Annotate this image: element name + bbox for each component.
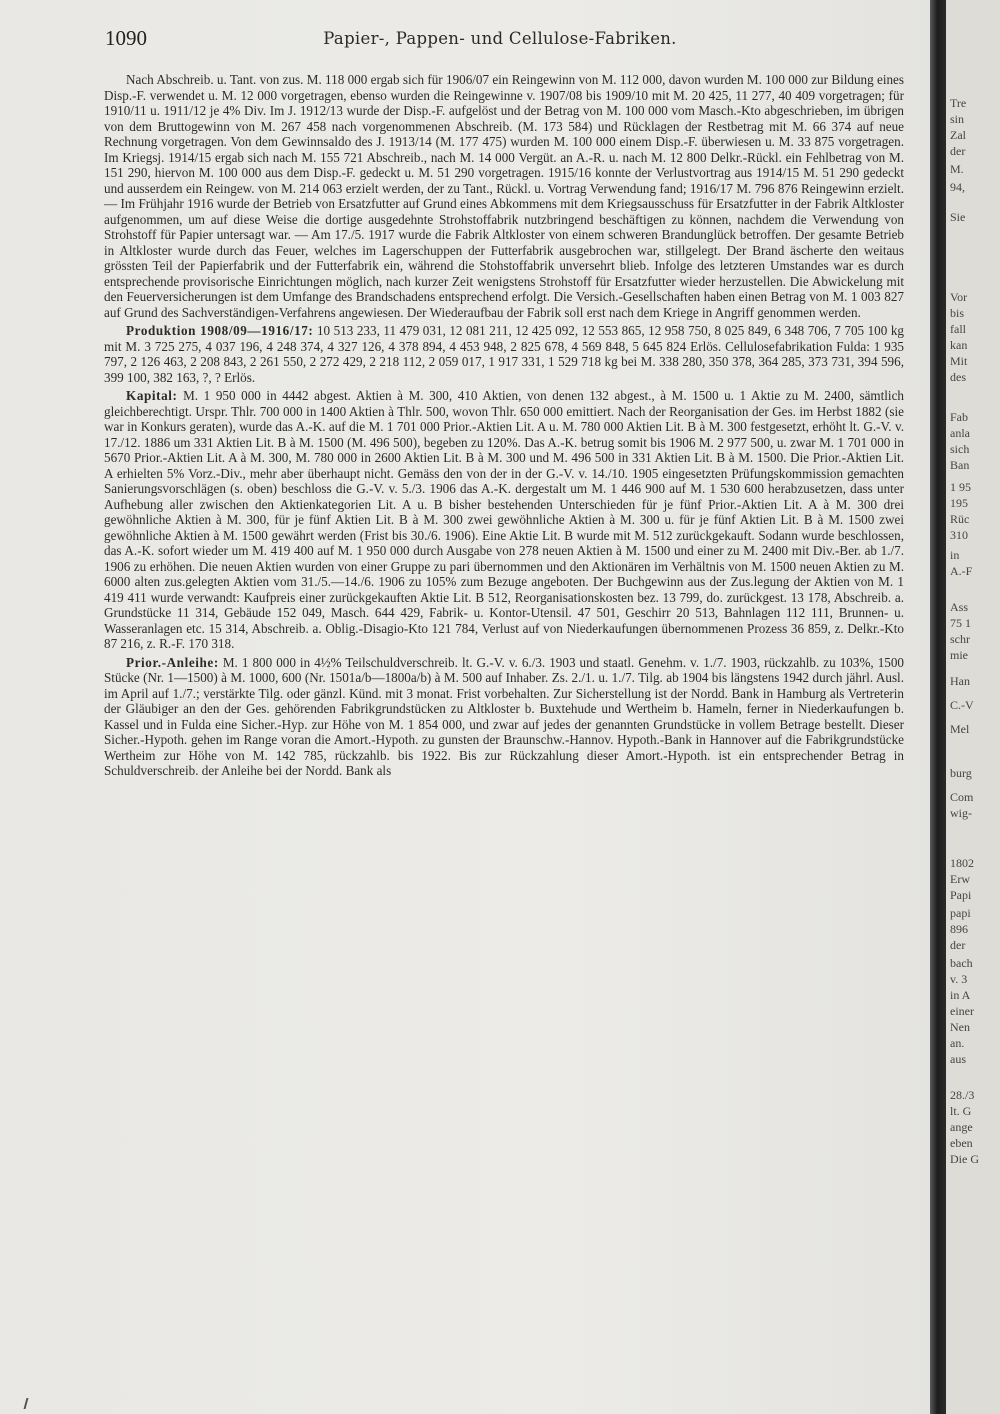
- neighbor-fragment: eben: [950, 1136, 973, 1150]
- paragraph-text: 10 513 233, 11 479 031, 12 081 211, 12 425 092, 12 553 865, 12 958 750, 8 025 849, 6 348 706, 7 705 100 kg mit M. 3 725 275, 4 037 196, 4 248 374, 4 327 126, 4 378 894, 4 453 948, 2 825 678, 4 569 848, 5 645 824 Erlös. Cellulosefabrikation Fulda: 1 935 797, 2 126 463, 2 208 843, 2 261 550, 2 272 429, 2 218 112, 2 059 017, 1 917 331, 1 529 718 kg bei M. 338 280, 350 378, 364 285, 373 731, 394 596, 399 100, 382 163, ?, ? Erlös.: [104, 323, 904, 385]
- neighbor-fragment: Rüc: [950, 512, 970, 526]
- neighbor-fragment: in A: [950, 988, 971, 1002]
- neighbor-fragment: 28./3: [950, 1088, 975, 1102]
- neighbor-fragment: des: [950, 370, 966, 384]
- neighbor-fragment: Tre: [950, 96, 967, 110]
- running-title: Papier-, Pappen- und Cellulose-Fabriken.: [323, 29, 677, 48]
- neighbor-fragment: fall: [950, 322, 966, 336]
- neighbor-fragment: 75 1: [950, 616, 971, 630]
- paragraph-prior-loan: [104, 655, 904, 779]
- neighbor-fragment: bis: [950, 306, 965, 320]
- book-gutter: [930, 0, 946, 1414]
- neighbor-fragment: schr: [950, 632, 970, 646]
- neighbor-fragment: Zal: [950, 128, 966, 142]
- neighbor-fragment: bach: [950, 956, 973, 970]
- neighbor-fragment: aus: [950, 1052, 966, 1066]
- neighbor-fragment: Vor: [950, 290, 968, 304]
- neighbor-fragment: v. 3: [950, 972, 968, 986]
- neighbor-fragment: kan: [950, 338, 968, 352]
- neighbor-fragment: der: [950, 144, 966, 158]
- neighbor-fragment: C.-V: [950, 698, 974, 712]
- ink-mark: [24, 1398, 35, 1409]
- paragraph-text: M. 1 950 000 in 4442 abgest. Aktien à M. 300, 410 Aktien, von denen 132 abgest., à M. 1500 u. 1 Aktie zu M. 2400, sämtlich gleichberechtigt. Urspr. Thlr. 700 000 in 1400 Aktien à Thlr. 500, wovon Thlr. 650 000 emittiert. Nach der Reorganisation der Ges. im Herbst 1882 (sie war in Konkurs geraten), wurde das A.-K. auf die M. 1 701 000 Prior.-Aktien Lit. A u. M. 780 000 Aktien Lit. B à M. 300 festgesetzt, erhöht lt. G.-V. v. 17./12. 1886 um 331 Aktien Lit. B à M. 1500 (M. 496 500), begeben zu 120%. Das A.-K. betrug somit bis 1906 M. 2 977 500, u. zwar M. 1 701 000 in 5670 Prior.-Aktien Lit. A à M. 300, M. 780 000 in 2600 Aktien Lit. B à M. 300 und M. 496 500 in 331 Aktien Lit. B à M. 1500. Die Prior.-Aktien Lit. A erhielten 5% Vorz.-Div., mehr aber überhaupt nicht. Gemäss den von der in der G.-V. v. 14./10. 1905 eingesetzten Prüfungskommission gemachten Sanierungsvorschlägen (s. oben) beschloss die G.-V. v. 5./3. 1906 das A.-K. dergestalt um M. 1 446 900 auf M. 1 530 600 herabzusetzen, dass unter Aufhebung aller zwischen den Aktienkategorien Lit. A u. B bisher bestehenden Unterschieden für je fünf Prior.-Aktien Lit. A à M. 300 drei gewöhnliche Aktien à M. 300, für je fünf Aktien Lit. B à M. 300 zwei gewöhnliche Aktien à M. 300 u. für je fünf Aktien Lit. B à M. 1500 zwei gewöhnliche Aktien à M. 1500 gewährt werden (Frist bis 30./6. 1906). Eine Aktie Lit. B wurde mit M. 512 zurückgekauft. Sodann wurde beschlossen, das A.-K. sofort wieder um M. 419 400 auf M. 1 950 000 durch Ausgabe von 278 neuen Aktien à M. 1500 und einer zu M. 2400 mit Div.-Ber. ab 1./7. 1906 zu erhöhen. Die neuen Aktien wurden von einer Gruppe zu pari übernommen und den Aktionären im Verhältnis von M. 1500 neuen Aktien zu M. 6000 alten zus.gelegten Aktien vom 31./5.—14./6. 1906 zu 105% zum Bezuge angeboten. Der Buchgewinn aus der Zus.legung der Aktien von M. 1 419 411 wurde verwandt: Kaufpreis einer zurückgekauften Aktie Lit. B 512, Reorganisationskosten bez. 13 799, do. zurückgest. 13 178, Abschreib. a. Grundstücke 11 314, Gebäude 152 049, Masch. 644 429, Fabrik- u. Kontor-Utensil. 47 501, Geschirr 20 513, Bahnlagen 112 111, Brunnen- u. Wasseranlagen etc. 15 314, Abschreib. a. Oblig.-Disagio-Kto 121 784, Verlust auf von Niederkaufungen übernommenen Prozess 36 859, z. Delkr.-Kto 87 216, z. R.-F. 170 318.: [104, 388, 904, 651]
- neighbor-fragment: Ban: [950, 458, 970, 472]
- neighbor-fragment: Fab: [950, 410, 968, 424]
- neighbor-fragment: Ass: [950, 600, 969, 614]
- paragraph-lead: Prior.-Anleihe:: [126, 654, 219, 670]
- paragraph-lead: Produktion 1908/09—1916/17:: [126, 323, 314, 338]
- body-text: [104, 72, 904, 779]
- neighbor-page-edge: [946, 0, 1000, 1414]
- neighbor-fragment: anla: [950, 426, 970, 440]
- neighbor-fragment: der: [950, 938, 966, 952]
- neighbor-fragment: sich: [950, 442, 970, 456]
- neighbor-fragment: Mit: [950, 354, 968, 368]
- neighbor-fragment: in: [950, 548, 960, 562]
- paragraph-capital: [104, 388, 904, 652]
- neighbor-fragment: 1802: [950, 856, 974, 870]
- neighbor-fragment: burg: [950, 766, 972, 780]
- neighbor-fragment: wig-: [950, 806, 972, 820]
- neighbor-fragment: einer: [950, 1004, 974, 1018]
- neighbor-fragment: mie: [950, 648, 968, 662]
- neighbor-fragment: 195: [950, 496, 968, 510]
- neighbor-fragment: 94,: [950, 180, 965, 194]
- neighbor-fragment: Han: [950, 674, 970, 688]
- neighbor-fragment: Sie: [950, 210, 966, 224]
- neighbor-fragment: Erw: [950, 872, 970, 886]
- neighbor-fragment: Die G: [950, 1152, 979, 1166]
- neighbor-fragment: sin: [950, 112, 965, 126]
- paragraph-earnings: [104, 72, 904, 320]
- page-number: 1090: [105, 26, 147, 50]
- neighbor-fragment: M.: [950, 162, 964, 176]
- neighbor-fragment: A.-F: [950, 564, 973, 578]
- neighbor-fragment: Nen: [950, 1020, 970, 1034]
- paragraph-text: M. 1 800 000 in 4½% Teilschuldverschreib. lt. G.-V. v. 6./3. 1903 und staatl. Genehm. v. 1./7. 1903, rückzahlb. zu 103%, 1500 Stücke (Nr. 1—1500) à M. 1000, 600 (Nr. 1501a/b—1800a/b) à M. 500 auf Inhaber. Zs. 2./1. u. 1./7. Tilg. ab 1904 bis längstens 1942 durch jährl. Ausl. im April auf 1./7.; verstärkte Tilg. oder gänzl. Künd. mit 3 monat. Frist vorbehalten. Zur Sicherstellung ist der Nordd. Bank in Hamburg als Vertreterin der Gläubiger an den der Ges. gehörenden Fabrikgrundstücken zu Altkloster b. Buxtehude und Wertheim b. Hameln, ferner in Niederkaufungen b. Kassel und in Fulda eine Sicher.-Hyp. zur Höhe von M. 1 854 000, und zwar auf jedes der genannten Grundstücke in vollem Betrage bestellt. Dieser Sicher.-Hypoth. gehen im Range voran die Amort.-Hypoth. zu gunsten der Braunschw.-Hannov. Hypoth.-Bank in Hannover auf die Fabrikgrundstücke Wertheim zur Höhe von M. 142 785, rückzahlb. bis 1922. Bis zur Rückzahlung dieser Amort.-Hypoth. ist ein entsprechender Betrag in Schuldverschreib. der Anleihe bei der Nordd. Bank als: [104, 654, 904, 778]
- neighbor-fragment: Mel: [950, 722, 970, 736]
- neighbor-fragment: lt. G: [950, 1104, 972, 1118]
- neighbor-fragment: 896: [950, 922, 968, 936]
- paragraph-production: [104, 323, 904, 385]
- neighbor-fragment: ange: [950, 1120, 973, 1134]
- neighbor-fragment: Com: [950, 790, 974, 804]
- paragraph-lead: Kapital:: [126, 388, 178, 403]
- page-header: [105, 26, 895, 52]
- paragraph-text: Nach Abschreib. u. Tant. von zus. M. 118 000 ergab sich für 1906/07 ein Reingewinn von M. 112 000, davon wurden M. 100 000 zur Bildung eines Disp.-F. verwendet u. M. 12 000 vorgetragen, ebenso wurden die Reingewinne v. 1907/08 bis 1909/10 mit M. 20 425, 11 277, 40 409 vorgetragen; für 1910/11 u. 1911/12 je 4% Div. Im J. 1912/13 wurde der Disp.-F. aufgelöst und der Betrag von M. 100 000 vom Masch.-Kto abgeschrieben, im übrigen von dem Bruttogewinn von M. 267 458 nach vorgenommenen Abschreib. (M. 173 584) und Rücklagen der Restbetrag mit M. 66 374 auf neue Rechnung vorgetragen. Von dem Gewinnsaldo des J. 1913/14 (M. 177 475) wurden M. 100 000 einem Disp.-F. überwiesen u. M. 33 875 vorgetragen. Im Kriegsj. 1914/15 ergab sich nach M. 155 721 Abschreib., nach M. 14 000 Vergüt. an A.-R. u. nach M. 12 800 Delkr.-Rückl. ein Fehlbetrag von M. 151 290, hiervon M. 100 000 aus dem Disp.-F. gedeckt u. M. 51 290 vorgetragen. 1915/16 konnte der Verlustvortrag aus 1914/15 M. 51 290 gedeckt und ausserdem ein Reingew. von M. 214 063 erzielt werden, der zu Tant., Rückl. u. Vortrag Verwendung fand; 1916/17 M. 796 876 Reingewinn erzielt. — Im Frühjahr 1916 wurde der Betrieb von Ersatzfutter auf Grund eines Abkommens mit dem Kriegsausschuss für Ersatzfutter in der Fabrik Altkloster aufgenommen, um auf diese Weise die dortige ausgedehnte Strohstoffabrik nutzbringend beschäftigen zu können, nachdem die Verwendung von Strohstoff für Papier untersagt war. — Am 17./5. 1917 wurde die Fabrik Altkloster von einem schweren Brandunglück betroffen. Der gesamte Betrieb in Altkloster wurde durch das Feuer, welches im Lagerschuppen der Futterfabrik ausgebrochen war, stillgelegt. Der Brand äscherte den weitaus grössten Teil der Papierfabrik und der Futterfabrik ein, während die Stohstoffabrik unversehrt blieb. Infolge des letzteren Umstandes war es durch entsprechende provisorische Einrichtungen möglich, nach kurzer Zeit wenigstens Strohstoff für Ersatzfutter wieder herzustellen. Die Abwickelung mit den Feuerversicherungen ist dem Umfange des Brandschadens entsprechend erfolgt. Die Versich.-Gesellschaften haben einen Betrag von M. 1 003 827 auf Grund des Sachverständigen-Verfahrens angewiesen. Der Wiederaufbau der Fabrik soll erst nach dem Kriege in Angriff genommen werden.: [104, 72, 904, 320]
- neighbor-fragment: 1 95: [950, 480, 971, 494]
- neighbor-fragment: papi: [950, 906, 971, 920]
- neighbor-fragment: Papi: [950, 888, 972, 902]
- neighbor-fragment: 310: [950, 528, 968, 542]
- neighbor-fragment: an.: [950, 1036, 965, 1050]
